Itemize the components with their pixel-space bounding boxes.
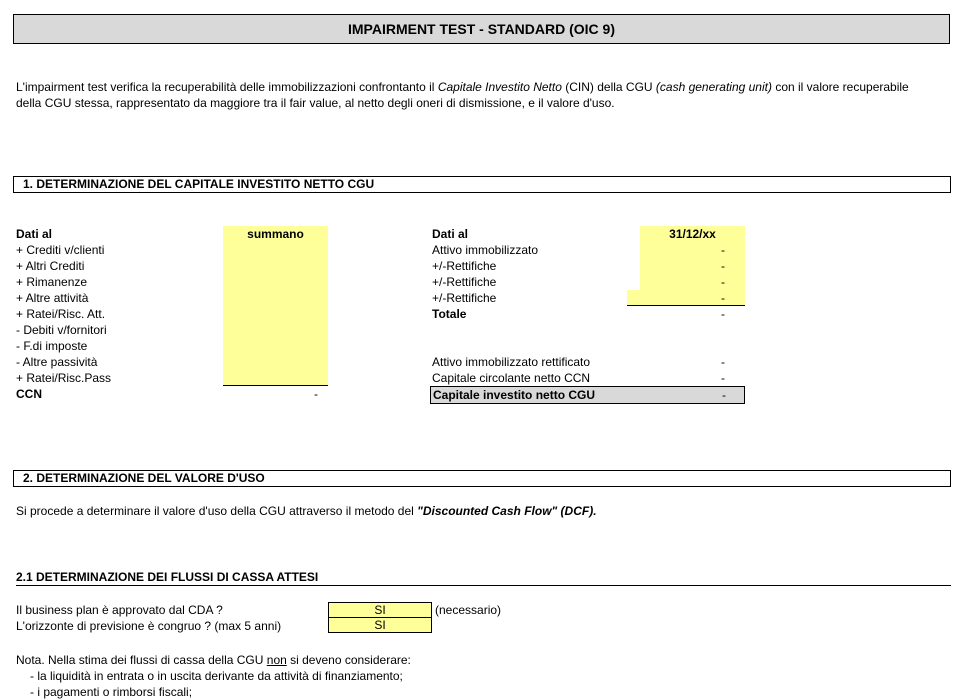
cin-row-input[interactable]: -: [640, 274, 745, 290]
ccn-row-label: + Crediti v/clienti: [16, 243, 105, 257]
cin-final-label: Capitale investito netto CGU: [433, 388, 596, 402]
business-plan-answer-input[interactable]: SI: [328, 602, 432, 618]
note-text-a: Nota. Nella stima dei flussi di cassa della CGU: [16, 653, 267, 667]
cin-row-label: +/-Rettifiche: [432, 275, 497, 289]
cin-total-row: [432, 306, 745, 322]
ccn-row-label: + Altri Crediti: [16, 259, 85, 273]
ccn-total-row: [16, 386, 328, 402]
ccn-row: [16, 242, 328, 258]
ccn-row-label: + Ratei/Risc. Att.: [16, 307, 106, 321]
cin-summary-value: -: [721, 355, 725, 369]
cin-summary-row: [432, 370, 745, 386]
cin-row-input[interactable]: -: [640, 242, 745, 258]
ccn-row: [16, 370, 328, 386]
intro-text-1: L'impairment test verifica la recuperabilità delle immobilizzazioni confrontanto il: [16, 80, 438, 94]
ccn-row: [16, 354, 328, 370]
cin-row: [432, 274, 745, 290]
cin-row-input[interactable]: -: [627, 290, 745, 306]
cin-summary-value: -: [721, 371, 725, 385]
cin-header-value: 31/12/xx: [640, 226, 745, 242]
ccn-header-label: Dati al: [16, 227, 53, 241]
ccn-row-input[interactable]: [223, 290, 328, 306]
section2-heading: 2. DETERMINAZIONE DEL VALORE D'USO: [13, 470, 951, 487]
ccn-header-row: [16, 226, 328, 242]
intro-text-3: con il valore recuperabile: [771, 80, 909, 94]
ccn-row: [16, 338, 328, 354]
note-text: [16, 652, 411, 668]
cin-summary-row: [432, 354, 745, 370]
cin-summary-label: Attivo immobilizzato rettificato: [432, 355, 591, 369]
section1-heading: 1. DETERMINAZIONE DEL CAPITALE INVESTITO NETTO CGU: [13, 176, 951, 193]
cin-row-input[interactable]: -: [640, 258, 745, 274]
ccn-row: [16, 322, 328, 338]
forecast-horizon-answer-input[interactable]: SI: [328, 618, 432, 633]
cin-header-row: [432, 226, 745, 242]
ccn-row-input[interactable]: [223, 338, 328, 354]
ccn-row: [16, 306, 328, 322]
cin-header-label: Dati al: [432, 227, 469, 241]
cin-row-label: +/-Rettifiche: [432, 259, 497, 273]
ccn-row-input[interactable]: [223, 274, 328, 290]
ccn-row: [16, 258, 328, 274]
spacer: [432, 338, 745, 354]
note-bullet: - i pagamenti o rimborsi fiscali;: [30, 685, 193, 699]
note-text-c: si deveno considerare:: [286, 653, 411, 667]
ccn-total-label: CCN: [16, 387, 42, 401]
section2-text-a: Si procede a determinare il valore d'uso della CGU attraverso il metodo del: [16, 504, 418, 518]
cin-table: [432, 226, 745, 404]
subsection-2-1-heading: 2.1 DETERMINAZIONE DEI FLUSSI DI CASSA ATTESI: [16, 569, 951, 586]
ccn-total-value: -: [314, 387, 318, 401]
cin-total-label: Totale: [432, 307, 467, 321]
question-business-plan: Il business plan è approvato dal CDA ?: [16, 603, 223, 617]
intro-paragraph: [16, 79, 951, 111]
ccn-row-label: + Rimanenze: [16, 275, 88, 289]
cin-row: [432, 258, 745, 274]
cin-final-row: [430, 386, 745, 404]
intro-cin-term: Capitale Investito Netto: [437, 80, 562, 94]
cin-row: [432, 290, 745, 306]
ccn-row-input[interactable]: [223, 306, 328, 322]
business-plan-note: (necessario): [435, 603, 502, 617]
spacer: [432, 322, 745, 338]
intro-text-2: (CIN) della CGU: [561, 80, 656, 94]
ccn-row-label: - Debiti v/fornitori: [16, 323, 107, 337]
cin-final-value: -: [722, 388, 726, 402]
cin-row-label: Attivo immobilizzato: [432, 243, 539, 257]
cin-summary-label: Capitale circolante netto CCN: [432, 371, 591, 385]
intro-text-4: della CGU stessa, rappresentato da maggiore tra il fair value, al netto degli oneri di dismissione, e il valore d'uso.: [16, 96, 615, 110]
section2-dcf-term: "Discounted Cash Flow" (DCF).: [417, 504, 597, 518]
ccn-row-input[interactable]: [223, 258, 328, 274]
ccn-row-label: + Ratei/Risc.Pass: [16, 371, 112, 385]
cin-row: [432, 242, 745, 258]
ccn-row-input[interactable]: [223, 322, 328, 338]
ccn-row-input[interactable]: [223, 370, 328, 386]
ccn-row-label: + Altre attività: [16, 291, 89, 305]
ccn-row-label: - F.di imposte: [16, 339, 88, 353]
cin-total-value: -: [721, 307, 725, 321]
section2-text: [16, 504, 597, 518]
ccn-row-input[interactable]: [223, 354, 328, 370]
ccn-row-label: - Altre passività: [16, 355, 98, 369]
note-text-emphasis: non: [266, 653, 287, 667]
ccn-row: [16, 274, 328, 290]
intro-cgu-term: (cash generating unit): [655, 80, 772, 94]
page-title: IMPAIRMENT TEST - STANDARD (OIC 9): [13, 14, 950, 44]
cin-row-label: +/-Rettifiche: [432, 291, 497, 305]
ccn-table: [16, 226, 328, 402]
question-forecast-horizon: L'orizzonte di previsione è congruo ? (max 5 anni): [16, 619, 282, 633]
ccn-row-input[interactable]: [223, 242, 328, 258]
note-bullet: - la liquidità in entrata o in uscita derivante da attività di finanziamento;: [30, 669, 403, 683]
ccn-row: [16, 290, 328, 306]
ccn-header-value: summano: [223, 226, 328, 242]
